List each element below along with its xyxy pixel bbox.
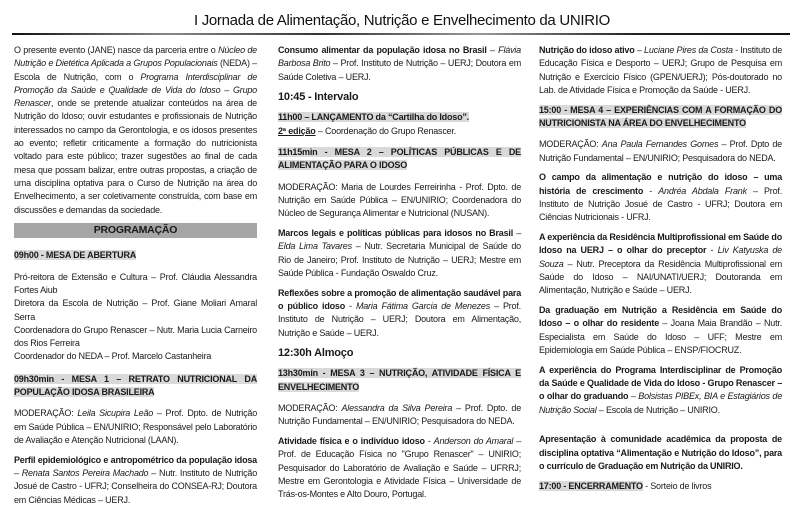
- paragraph: [539, 138, 782, 165]
- text-segment: MODERAÇÃO:: [278, 402, 342, 413]
- paragraph: [539, 231, 782, 297]
- column-2: [278, 44, 521, 508]
- break-time: [278, 346, 521, 360]
- text-segment: - Instituto de Educação Física e Desporto – UERJ; Grupo de Pesquisa em Nutrição e Exercício Físico (GPEN/UERJ); Pós-doutorado no Lab. de Atividade Física e Promoção da Saúde - UERJ.: [539, 45, 782, 95]
- paragraph: [278, 402, 521, 429]
- speaker-name: Luciane Pires da Costa: [644, 45, 733, 55]
- session-heading: [14, 373, 257, 400]
- text-segment: Atividade física e o indivíduo idoso: [278, 436, 425, 447]
- speaker-name: Elda Lima Tavares: [278, 241, 352, 252]
- text-segment: –: [513, 227, 521, 238]
- heading-text: 09h00 - MESA DE ABERTURA: [14, 250, 137, 261]
- speaker-name: Núcleo de Nutrição e Dietética Aplicada a Grupos Populacionais: [14, 45, 257, 69]
- text-segment: A experiência da Residência Multiprofissional em Saúde do Idoso na UERJ – o olhar do preceptor: [539, 232, 782, 256]
- text-segment: - Sorteio de livros: [642, 480, 712, 491]
- speaker-name: Leila Sicupira Leão: [77, 408, 154, 419]
- break-time: [278, 90, 521, 104]
- speaker-name: Anderson do Amaral: [433, 436, 514, 447]
- text-segment: –: [628, 391, 639, 402]
- text-segment: – Coordenação do Grupo Renascer.: [315, 125, 457, 136]
- heading-text: 11h15min - MESA 2 – POLÍTICAS PÚBLICAS E DE ALIMENTAÇÃO PARA O IDOSO: [278, 146, 521, 171]
- session-heading: [539, 480, 782, 493]
- text-segment: – Prof. Dpto de Nutrição Fundamental – EN/UNIRIO; Pesquisadora do NEDA.: [539, 139, 782, 163]
- spacer: [539, 423, 782, 433]
- text-segment: -: [345, 300, 356, 311]
- text-segment: – Joana Maia Brandão – Nutr. Especialista em Saúde do Idoso – UFF; Mestre em Epidemiologia em Saúde Pública – ENSP/FIOCRUZ.: [539, 318, 782, 355]
- text-segment: 2ª edição: [278, 125, 316, 136]
- session-heading: [14, 249, 257, 262]
- text-segment: Perfil epidemiológico e antropométrico da população idosa: [14, 454, 257, 465]
- paragraph: [539, 44, 782, 97]
- text-segment: -: [424, 436, 434, 447]
- session-heading: [278, 146, 521, 173]
- speaker-line: Diretora da Escola de Nutrição – Prof. Giane Moliari Amaral Serra: [14, 298, 257, 322]
- text-segment: – Prof. Instituto de Nutrição – UERJ; Doutora em Saúde Coletiva – UERJ.: [278, 58, 521, 82]
- speaker-name: Andréa Abdala Frank: [658, 185, 747, 196]
- column-3: [539, 44, 782, 501]
- text-segment: -: [706, 245, 718, 256]
- paragraph: [539, 171, 782, 224]
- session-heading: [278, 111, 521, 138]
- paragraph: [539, 433, 782, 473]
- text-segment: – Nutr. Preceptora da Residência Multiprofissional em Saúde do Idoso – NAI/UNATI/UERJ; Doutoranda em Alimentação, Nutrição e Saúde – UERJ.: [539, 258, 782, 296]
- text-segment: – Nutr. Instituto de Nutrição Josué de Castro - UFRJ; Conselheira do CONSEA-RJ; Doutora em Ciências Médicas – UERJ.: [14, 468, 258, 505]
- speaker-line: Pró-reitora de Extensão e Cultura – Prof. Cláudia Alessandra Fortes Aiub: [14, 271, 257, 295]
- paragraph: [278, 287, 521, 340]
- text-segment: –: [14, 468, 22, 479]
- text-segment: A experiência do Programa Interdisciplinar de Promoção da Saúde e Qualidade de Vida do Idoso - Grupo Renascer – o olhar do graduando: [539, 364, 782, 402]
- text-segment: Marcos legais e políticas públicas para idosos no Brasil: [278, 227, 513, 238]
- title-divider: [12, 33, 790, 35]
- heading-text: 15:00 - MESA 4 – EXPERIÊNCIAS COM A FORMAÇÃO DO NUTRICIONISTA NA ÁREA DO ENVELHECIMENTO: [539, 104, 782, 128]
- text-segment: MODERAÇÃO:: [539, 139, 602, 150]
- text-segment: –: [634, 45, 645, 55]
- speaker-name: Programa Interdisciplinar de Promoção da Saúde e Qualidade de Vida do Idoso – Grupo Renascer: [14, 71, 257, 109]
- paragraph: [14, 454, 257, 507]
- heading-text: 11h00 – LANÇAMENTO da “Cartilha do Idoso”.: [278, 112, 469, 123]
- heading-text: 09h30min - MESA 1 – RETRATO NUTRICIONAL DA POPULAÇÃO IDOSA BRASILEIRA: [14, 373, 257, 398]
- text-segment: PROGRAMAÇÃO: [93, 224, 178, 237]
- document-title: I Jornada de Alimentação, Nutrição e Envelhecimento da UNIRIO: [193, 12, 611, 29]
- text-segment: –: [486, 45, 499, 55]
- session-heading: [278, 367, 521, 394]
- paragraph: [278, 181, 521, 221]
- paragraph: [539, 364, 782, 417]
- speaker-list: [14, 271, 257, 364]
- text-segment: O campo da alimentação e nutrição do idoso – uma história de crescimento: [539, 172, 782, 196]
- paragraph: [278, 227, 521, 280]
- text-segment: MODERAÇÃO:: [14, 408, 78, 419]
- paragraph: [278, 435, 521, 501]
- speaker-name: Renata Santos Pereira Machado: [21, 468, 149, 479]
- paragraph: [539, 304, 782, 357]
- session-heading: [539, 104, 782, 131]
- heading-text: 17:00 - ENCERRAMENTO: [539, 480, 643, 491]
- text-segment: -: [643, 185, 659, 196]
- text-segment: Da graduação em Nutrição a Residência em Saúde do Idoso – o olhar do residente: [539, 305, 782, 329]
- text-segment: – Nutr. Secretaria Municipal de Saúde do Rio de Janeiro; Prof. Instituto de Nutrição – UERJ; Mestre em Saúde Pública - Fundação Oswaldo Cruz.: [278, 241, 521, 278]
- speaker-name: Liv Katyuska de Souza: [539, 245, 782, 269]
- text-segment: – Escola de Nutrição – UNIRIO.: [596, 404, 720, 415]
- section-banner: [14, 223, 257, 238]
- speaker-line: Coordenador do NEDA – Prof. Marcelo Castanheira: [14, 351, 212, 362]
- text-segment: Nutrição do idoso ativo: [539, 45, 635, 55]
- paragraph: [14, 44, 257, 217]
- speaker-name: Ana Paula Fernandes Gomes: [601, 139, 719, 150]
- speaker-name: Flávia Barbosa Brito: [278, 45, 521, 69]
- speaker-name: Alessandra da Silva Pereira: [341, 402, 453, 413]
- text-segment: – Prof. Instituto de Nutrição – UERJ; Doutora em Alimentação, Nutrição e Saúde – UERJ.: [278, 300, 521, 338]
- speaker-name: Bolsistas PIBEx, BIA e Estagiários de Nutrição Social: [539, 391, 782, 415]
- text-segment: O presente evento (JANE) nasce da parceria entre o: [14, 45, 219, 55]
- speaker-line: Coordenadora do Grupo Renascer – Nutr. Maria Lucia Carneiro dos Rios Ferreira: [14, 324, 257, 349]
- text-segment: (NEDA) – Escola de Nutrição, com o: [14, 58, 257, 82]
- text-segment: , onde se pretende atualizar conteúdos na área de Nutrição do Idoso; ouvir estudantes e profissionais de Nutrição interessados no campo da Gerontologia, e os idosos presentes ao evento; refletir criticamente a formação do nutricionista voltado para este público; trazer sugestões ao final de cada mesa que possam balizar, entre outras propostas, a criação de uma disciplina optativa para o Curso de Nutrição na área do Envelhecimento, a ser coletivamente construída, com base em discussões e demandas da sociedade.: [14, 98, 257, 215]
- heading-text: 13h30min - MESA 3 – NUTRIÇÃO, ATIVIDADE FÍSICA E ENVELHECIMENTO: [278, 368, 521, 392]
- text-segment: 10:45 - Intervalo: [278, 91, 359, 104]
- text-segment: MODERAÇÃO: Maria de Lourdes Ferreirinha - Prof. Dpto. de Nutrição em Saúde Pública – EN/UNIRIO; Coordenadora do Núcleo de Segurança Alimentar e Nutricional (NUSAN).: [278, 181, 521, 219]
- paragraph: [278, 44, 521, 84]
- speaker-name: Maria Fátima Garcia de Menezes: [355, 300, 491, 311]
- text-segment: – Prof. Instituto de Nutrição Josué de Castro - UFRJ; Doutora em Ciências Nutricionais - UFRJ.: [539, 185, 782, 223]
- column-1: [14, 44, 257, 513]
- text-segment: 12:30h Almoço: [278, 347, 354, 360]
- text-segment: – Prof. Dpto. de Nutrição Fundamental – EN/UNIRIO; Pesquisadora do NEDA.: [278, 402, 521, 427]
- text-segment: Apresentação à comunidade acadêmica da proposta de disciplina optativa “Alimentação e Nutrição do Idoso”, para o currículo de Graduação em Nutrição da UNIRIO.: [539, 434, 782, 472]
- text-segment: – Prof. de Educação Física no "Grupo Renascer" – UNIRIO; Pesquisador do Laboratório de Avaliação e Saúde – UFRRJ; Mestre em Gerontologia e Atividade Física – Universidade de Trás-os-Montes e Alto Douro, Portugal.: [278, 436, 521, 500]
- text-segment: Reflexões sobre a promoção de alimentação saudável para o público idoso: [278, 287, 521, 311]
- text-segment: Consumo alimentar da população idosa no Brasil: [278, 45, 487, 55]
- paragraph: [14, 407, 257, 447]
- text-segment: – Prof. Dpto. de Nutrição em Saúde Pública – EN/UNIRIO; Responsável pelo Laboratório de Avaliação e Atenção Nutricional (LAAN).: [14, 408, 257, 445]
